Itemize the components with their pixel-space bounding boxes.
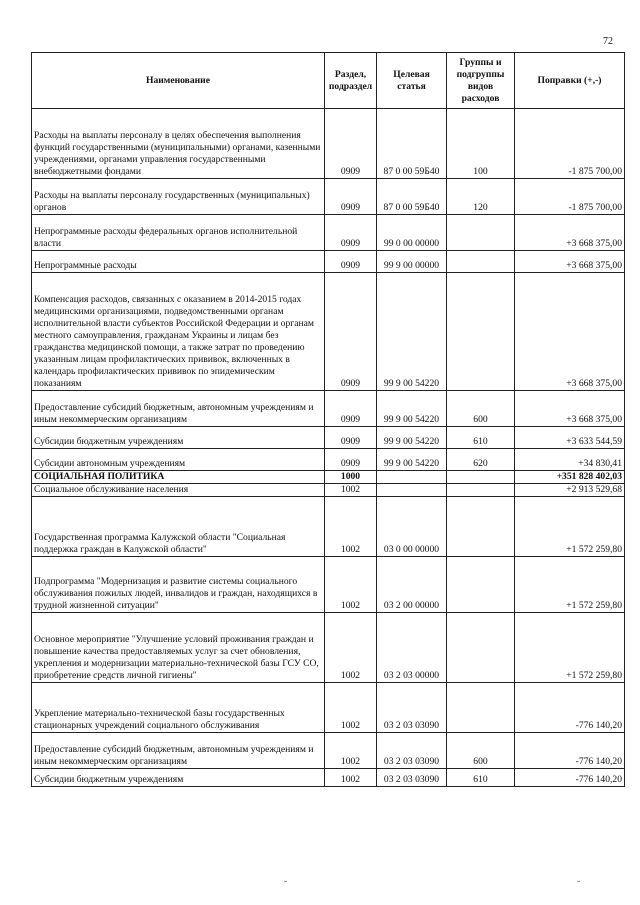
cell-target: 99 9 00 54220	[377, 273, 447, 391]
cell-amount: +3 668 375,00	[515, 215, 625, 251]
table-row	[32, 391, 625, 427]
cell-amount: +3 668 375,00	[515, 273, 625, 391]
cell-section: 1002	[325, 484, 377, 497]
cell-section: 0909	[325, 273, 377, 391]
cell-target: 99 9 00 54220	[377, 391, 447, 427]
cell-group: 620	[447, 449, 515, 471]
cell-target	[377, 484, 447, 497]
cell-group	[447, 273, 515, 391]
header-target: Целевая статья	[377, 53, 447, 109]
cell-amount: -776 140,20	[515, 683, 625, 733]
table-row	[32, 497, 625, 557]
cell-section: 0909	[325, 215, 377, 251]
cell-name: Расходы на выплаты персоналу в целях обеспечения выполнения функций государственными (муниципальными) органами, казенными учреждениями, органами управления государственными внебюджетными фондами	[32, 109, 325, 179]
table-row	[32, 215, 625, 251]
cell-group	[447, 683, 515, 733]
cell-group: 600	[447, 391, 515, 427]
cell-amount: +1 572 259,80	[515, 497, 625, 557]
cell-section: 0909	[325, 251, 377, 273]
table-header-row	[32, 53, 625, 109]
cell-amount: +34 830,41	[515, 449, 625, 471]
cell-target: 03 0 00 00000	[377, 497, 447, 557]
cell-section: 1002	[325, 683, 377, 733]
cell-name: Предоставление субсидий бюджетным, автономным учреждениям и иным некоммерческим организациям	[32, 733, 325, 769]
budget-amendments-table	[31, 52, 625, 787]
cell-group: 610	[447, 427, 515, 449]
cell-target: 03 2 03 03090	[377, 733, 447, 769]
cell-section: 0909	[325, 109, 377, 179]
cell-amount: +3 668 375,00	[515, 251, 625, 273]
page-number: 72	[603, 36, 613, 47]
footer-mark-left: ˘	[284, 880, 288, 891]
table-row	[32, 484, 625, 497]
table-row	[32, 613, 625, 683]
cell-group	[447, 497, 515, 557]
cell-amount: -776 140,20	[515, 733, 625, 769]
cell-name: Компенсация расходов, связанных с оказанием в 2014-2015 годах медицинскими организациями, подведомственными органам исполнительной власти субъектов Российской Федерации и органам местного самоуправления, гражданам Украины и лицам без гражданства медицинской помощи, а также затрат по проведению указанным лицам профилактических прививок, включенных в календарь профилактических прививок по эпидемическим показаниям	[32, 273, 325, 391]
header-amendments: Поправки (+,-)	[515, 53, 625, 109]
cell-group: 600	[447, 733, 515, 769]
table-row	[32, 251, 625, 273]
cell-name: Субсидии бюджетным учреждениям	[32, 769, 325, 787]
cell-target: 99 0 00 00000	[377, 215, 447, 251]
header-name: Наименование	[32, 53, 325, 109]
cell-target: 03 2 03 03090	[377, 769, 447, 787]
cell-target: 87 0 00 59Б40	[377, 179, 447, 215]
table-row	[32, 109, 625, 179]
cell-group	[447, 557, 515, 613]
cell-section: 1000	[325, 471, 377, 484]
cell-name: Расходы на выплаты персоналу государственных (муниципальных) органов	[32, 179, 325, 215]
cell-target: 03 2 03 00000	[377, 613, 447, 683]
table-row	[32, 733, 625, 769]
cell-group	[447, 613, 515, 683]
cell-section: 1002	[325, 613, 377, 683]
cell-name: Непрограммные расходы федеральных органов исполнительной власти	[32, 215, 325, 251]
cell-section: 0909	[325, 391, 377, 427]
cell-amount: -1 875 700,00	[515, 179, 625, 215]
cell-section: 0909	[325, 179, 377, 215]
cell-name: Субсидии автономным учреждениям	[32, 449, 325, 471]
cell-name: Непрограммные расходы	[32, 251, 325, 273]
cell-amount: -776 140,20	[515, 769, 625, 787]
cell-section: 1002	[325, 733, 377, 769]
table-body	[32, 109, 625, 787]
cell-amount: +3 668 375,00	[515, 391, 625, 427]
cell-target: 87 0 00 59Б40	[377, 109, 447, 179]
cell-target	[377, 471, 447, 484]
cell-group	[447, 484, 515, 497]
header-groups: Группы и подгруппы видов расходов	[447, 53, 515, 109]
footer-mark-right: ˘	[577, 880, 581, 891]
cell-group	[447, 215, 515, 251]
cell-target: 03 2 00 00000	[377, 557, 447, 613]
cell-target: 99 9 00 54220	[377, 427, 447, 449]
cell-section: 1002	[325, 557, 377, 613]
cell-group	[447, 251, 515, 273]
cell-target: 03 2 03 03090	[377, 683, 447, 733]
cell-amount: +2 913 529,68	[515, 484, 625, 497]
cell-group	[447, 471, 515, 484]
cell-amount: +1 572 259,80	[515, 557, 625, 613]
cell-section: 0909	[325, 449, 377, 471]
cell-group: 610	[447, 769, 515, 787]
cell-name: Предоставление субсидий бюджетным, автономным учреждениям и иным некоммерческим организациям	[32, 391, 325, 427]
cell-name: Социальное обслуживание населения	[32, 484, 325, 497]
cell-amount: +3 633 544,59	[515, 427, 625, 449]
cell-name: Государственная программа Калужской области "Социальная поддержка граждан в Калужской области"	[32, 497, 325, 557]
header-section: Раздел, подраздел	[325, 53, 377, 109]
table-row	[32, 557, 625, 613]
cell-target: 99 9 00 00000	[377, 251, 447, 273]
cell-section: 1002	[325, 497, 377, 557]
table-row	[32, 471, 625, 484]
cell-target: 99 9 00 54220	[377, 449, 447, 471]
cell-section: 1002	[325, 769, 377, 787]
cell-amount: +1 572 259,80	[515, 613, 625, 683]
cell-section: 0909	[325, 427, 377, 449]
cell-name: Укрепление материально-технической базы государственных стационарных учреждений социального обслуживания	[32, 683, 325, 733]
table-row	[32, 683, 625, 733]
table-row	[32, 273, 625, 391]
cell-group: 100	[447, 109, 515, 179]
cell-name: СОЦИАЛЬНАЯ ПОЛИТИКА	[32, 471, 325, 484]
cell-name: Подпрограмма "Модернизация и развитие системы социального обслуживания пожилых людей, инвалидов и граждан, находящихся в трудной жизненной ситуации"	[32, 557, 325, 613]
table-row	[32, 427, 625, 449]
table-row	[32, 769, 625, 787]
cell-name: Основное мероприятие "Улучшение условий проживания граждан и повышение качества предоставляемых услуг за счет обновления, укрепления и модернизации материально-технической базы ГСУ СО, приобретение средств личной гигиены"	[32, 613, 325, 683]
table-row	[32, 179, 625, 215]
cell-amount: -1 875 700,00	[515, 109, 625, 179]
cell-name: Субсидии бюджетным учреждениям	[32, 427, 325, 449]
cell-amount: +351 828 402,03	[515, 471, 625, 484]
cell-group: 120	[447, 179, 515, 215]
table-row	[32, 449, 625, 471]
